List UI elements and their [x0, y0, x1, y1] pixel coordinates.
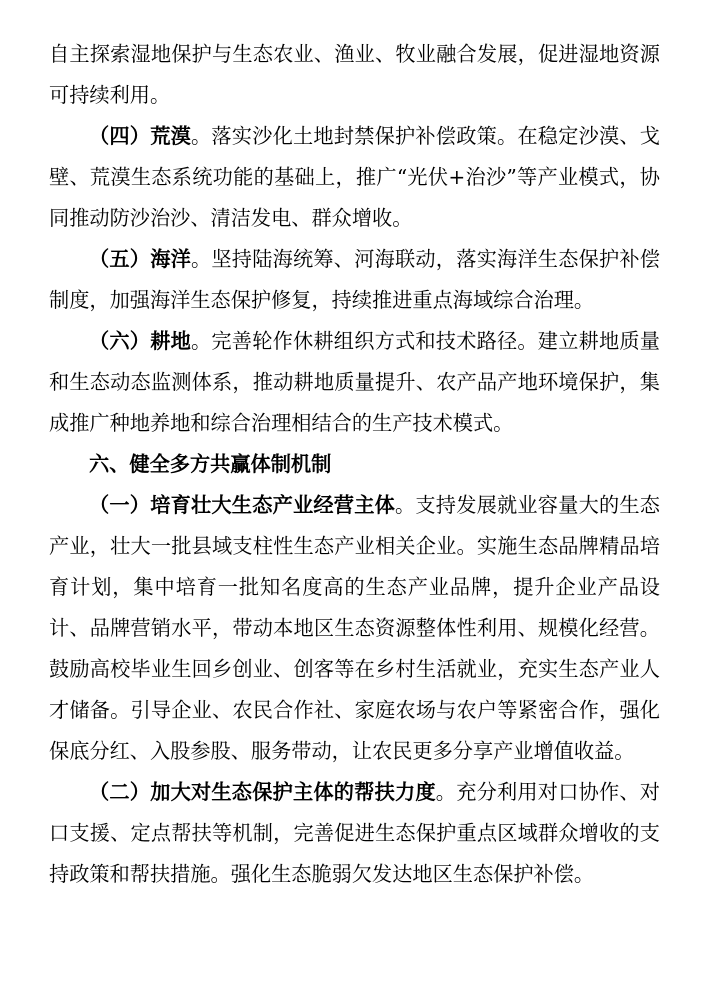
paragraph-lead: （二）加大对生态保护主体的帮扶力度 — [89, 780, 436, 804]
paragraph-lead: （六）耕地 — [89, 329, 191, 353]
paragraph-support — [49, 772, 660, 895]
paragraph-text: 。完善轮作休耕组织方式和技术路径。建立耕地质量和生态动态监测体系，推动耕地质量提升、农产品产地环境保护，集成推广种地养地和综合治理相结合的生产技术模式。 — [49, 329, 660, 435]
paragraph-text: 。充分利用对口协作、对口支援、定点帮扶等机制，完善促进生态保护重点区域群众增收的支持政策和帮扶措施。强化生态脆弱欠发达地区生态保护补偿。 — [49, 780, 660, 886]
paragraph-wetland-continued — [49, 34, 660, 116]
paragraph-text: 。支持发展就业容量大的生态产业，壮大一批县域支柱性生态产业相关企业。实施生态品牌精品培育计划，集中培育一批知名度高的生态产业品牌，提升企业产品设计、品牌营销水平，带动本地区生态资源整体性利用、规模化经营。鼓励高校毕业生回乡创业、创客等在乡村生活就业，充实生态产业人才储备。引导企业、农民合作社、家庭农场与农户等紧密合作，强化保底分红、入股参股、服务带动，让农民更多分享产业增值收益。 — [49, 493, 660, 763]
section-heading: 六、健全多方共赢体制机制 — [89, 452, 332, 476]
paragraph-lead: （五）海洋 — [89, 247, 191, 271]
paragraph-ocean — [49, 239, 660, 321]
paragraph-text: 。落实沙化土地封禁保护补偿政策。在稳定沙漠、戈壁、荒漠生态系统功能的基础上，推广“光伏+治沙”等产业模式，协同推动防沙治沙、清洁发电、群众增收。 — [49, 124, 660, 230]
paragraph-desert — [49, 116, 660, 239]
paragraph-lead: （四）荒漠 — [89, 124, 191, 148]
paragraph-text: 。坚持陆海统筹、河海联动，落实海洋生态保护补偿制度，加强海洋生态保护修复，持续推进重点海域综合治理。 — [49, 247, 660, 312]
paragraph-lead: （一）培育壮大生态产业经营主体 — [89, 493, 395, 517]
paragraph-eco-industry — [49, 485, 660, 772]
paragraph-farmland — [49, 321, 660, 444]
paragraph-text: 自主探索湿地保护与生态农业、渔业、牧业融合发展，促进湿地资源可持续利用。 — [49, 42, 660, 107]
